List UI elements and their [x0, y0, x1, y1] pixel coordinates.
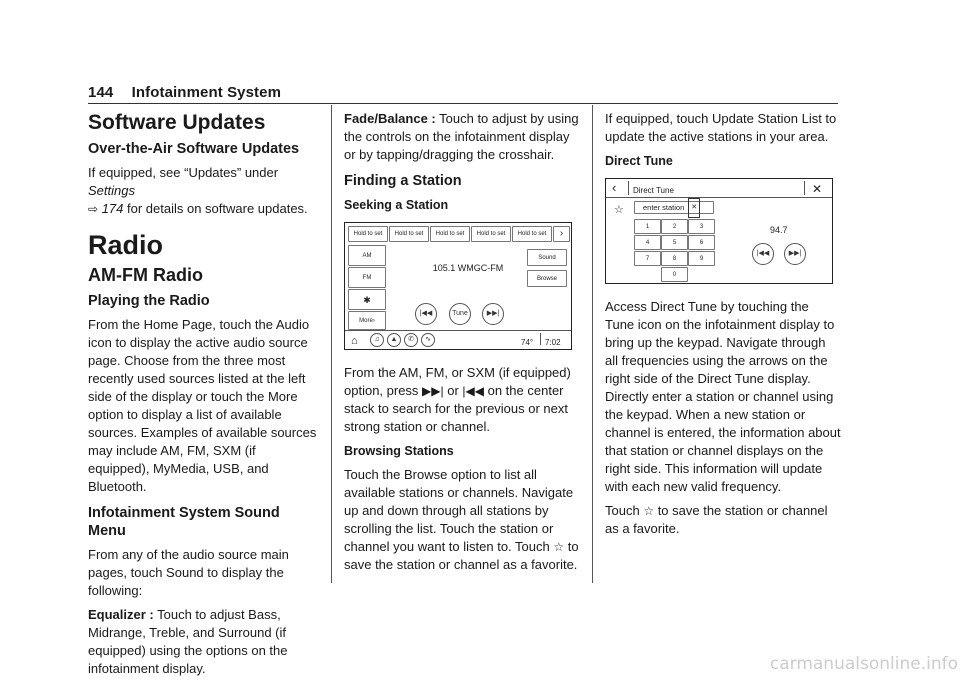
seek-forward-icon[interactable]: ▶▶| — [482, 303, 504, 325]
seek-paragraph — [344, 364, 580, 436]
enter-station-placeholder: enter station — [643, 202, 685, 212]
sound-paragraph: From any of the audio source main pages, touch Sound to display the following: — [88, 547, 289, 598]
heading-direct-tune: Direct Tune — [605, 154, 673, 168]
direct-tune-title: Direct Tune — [633, 186, 674, 195]
temperature: 74° — [521, 338, 534, 347]
heading-radio: Radio — [88, 230, 164, 260]
heading-seeking-station: Seeking a Station — [344, 198, 449, 212]
ota-settings-link[interactable]: Settings — [88, 183, 135, 198]
keypad-key[interactable]: 5 — [661, 235, 688, 250]
heading-playing-radio: Playing the Radio — [88, 293, 210, 309]
seek-forward-icon[interactable]: ▶▶| — [784, 243, 806, 265]
star-icon[interactable]: ☆ — [614, 204, 624, 216]
keypad-key[interactable]: 9 — [688, 251, 715, 266]
ota-text-b: for details on software updates. — [123, 201, 308, 216]
star-icon: ☆ — [643, 504, 655, 518]
station-name: 105.1 WMGC-FM — [432, 263, 504, 273]
heading-software-updates: Software Updates — [88, 111, 266, 134]
preset-button[interactable]: Hold to set — [389, 226, 429, 242]
update-paragraph: If equipped, touch Update Station List to update the active stations in your area. — [605, 111, 837, 144]
browse-button[interactable]: Browse — [527, 270, 567, 287]
favorite-paragraph — [605, 502, 841, 538]
heading-ota: Over-the-Air Software Updates — [88, 141, 300, 157]
apps-icon[interactable]: ∿ — [421, 333, 435, 347]
tune-button[interactable]: Tune — [449, 303, 471, 325]
browse-text-b: to save the station or channel as a favorite. — [344, 539, 579, 572]
heading-browsing-stations: Browsing Stations — [344, 444, 454, 458]
seek-back-icon[interactable]: |◀◀ — [415, 303, 437, 325]
home-icon[interactable]: ⌂ — [351, 335, 358, 347]
title-divider — [628, 181, 629, 195]
seek-forward-icon: ▶▶| — [422, 384, 444, 398]
header-title: Infotainment System — [131, 84, 282, 101]
preset-button[interactable]: Hold to set — [348, 226, 388, 242]
equalizer-paragraph — [88, 606, 320, 678]
title-rule — [606, 197, 832, 198]
bluetooth-icon[interactable]: ✱ — [348, 289, 386, 310]
star-icon: ☆ — [553, 540, 565, 554]
keypad-key[interactable]: 6 — [688, 235, 715, 250]
preset-button[interactable]: Hold to set — [512, 226, 552, 242]
preset-button[interactable]: Hold to set — [471, 226, 511, 242]
browse-paragraph — [344, 466, 580, 574]
browse-text-a: Touch the Browse option to list all available stations or channels. Navigate up and down through all stations by scrolling the list. Touch the station or channel you want to listen to. Touch — [344, 467, 574, 554]
source-fm-button[interactable]: FM — [348, 267, 386, 288]
phone-icon[interactable]: ✆ — [404, 333, 418, 347]
seek-text-b: on the center stack to search for the previous or next strong station or channel. — [344, 383, 568, 434]
ota-paragraph — [88, 164, 320, 218]
column-divider-1 — [331, 105, 332, 583]
heading-am-fm-radio: AM-FM Radio — [88, 265, 203, 285]
clock: 7:02 — [545, 338, 561, 347]
status-divider — [540, 333, 541, 345]
keypad-key[interactable]: 1 — [634, 219, 661, 234]
back-chevron-icon[interactable]: ‹ — [612, 180, 617, 195]
fade-text: Touch to adjust by using the controls on the infotainment display or by tapping/dragging the crosshair. — [344, 111, 579, 162]
enter-station-input[interactable] — [634, 201, 714, 214]
keypad-key[interactable]: 2 — [661, 219, 688, 234]
page-number: 144 — [88, 84, 114, 101]
keypad-key[interactable]: 8 — [661, 251, 688, 266]
title-divider — [804, 181, 805, 195]
seek-text-a: From the AM, FM, or SXM (if equipped) option, press — [344, 365, 571, 398]
navigation-icon[interactable]: ▲ — [387, 333, 401, 347]
heading-finding-station: Finding a Station — [344, 173, 462, 189]
source-more-button[interactable]: More › — [348, 311, 386, 330]
ota-text-a: If equipped, see “Updates” under — [88, 165, 279, 180]
frequency-readout: 94.7 — [770, 225, 788, 235]
column-3 — [605, 110, 841, 544]
equalizer-label: Equalizer : — [88, 607, 154, 622]
header-rule — [88, 103, 838, 104]
equalizer-text: Touch to adjust Bass, Midrange, Treble, and Surround (if equipped) using the options on the infotainment display. — [88, 607, 288, 676]
column-1 — [88, 110, 320, 684]
fade-paragraph — [344, 110, 580, 164]
keypad-key[interactable]: 4 — [634, 235, 661, 250]
source-am-button[interactable]: AM — [348, 245, 386, 266]
page-ref-icon: ⇨ — [88, 202, 99, 216]
playing-paragraph: From the Home Page, touch the Audio icon to display the active audio source page. Choose from the three most recently used sources listed at the left side of the display or touch the More option to display a list of available sources. Examples of available sources may include AM, FM, SXM (if equipped), MyMedia, USB, and Bluetooth. — [88, 317, 317, 494]
keypad-key[interactable]: 3 — [688, 219, 715, 234]
watermark: carmanualsonline.info — [769, 654, 958, 674]
chevron-right-icon[interactable]: › — [553, 226, 570, 242]
preset-button[interactable]: Hold to set — [430, 226, 470, 242]
seek-or: or — [443, 383, 463, 398]
page-header — [88, 84, 281, 101]
close-icon[interactable]: ✕ — [812, 182, 823, 196]
touch-text-a: Touch — [605, 503, 644, 518]
touch-text-b: to save the station or channel as a favorite. — [605, 503, 828, 536]
heading-sound-menu: Infotainment System Sound Menu — [88, 505, 280, 539]
ota-ref-number[interactable]: 174 — [101, 201, 124, 216]
audio-icon[interactable]: ♫ — [370, 333, 384, 347]
sound-button[interactable]: Sound — [527, 249, 567, 266]
keypad-key[interactable]: 0 — [661, 267, 688, 282]
column-divider-2 — [592, 105, 593, 583]
column-2 — [344, 110, 580, 580]
backspace-icon[interactable]: ✕ — [688, 198, 700, 218]
radio-screen-illustration — [344, 222, 572, 350]
direct-tune-screen-illustration — [605, 178, 833, 284]
seek-back-icon: |◀◀ — [462, 384, 484, 398]
keypad-key[interactable]: 7 — [634, 251, 661, 266]
seek-back-icon[interactable]: |◀◀ — [752, 243, 774, 265]
more-label: More — [359, 317, 373, 324]
fade-label: Fade/Balance : — [344, 111, 436, 126]
direct-tune-paragraph: Access Direct Tune by touching the Tune icon on the infotainment display to bring up the keypad. Navigate through all frequencies using the arrows on the right side of the Direct Tune display. Directly enter a station or channel using the keypad. When a new station or channel is entered, the information about that station or channel displays on the right side. This information will update with each new valid frequency. — [605, 299, 841, 494]
